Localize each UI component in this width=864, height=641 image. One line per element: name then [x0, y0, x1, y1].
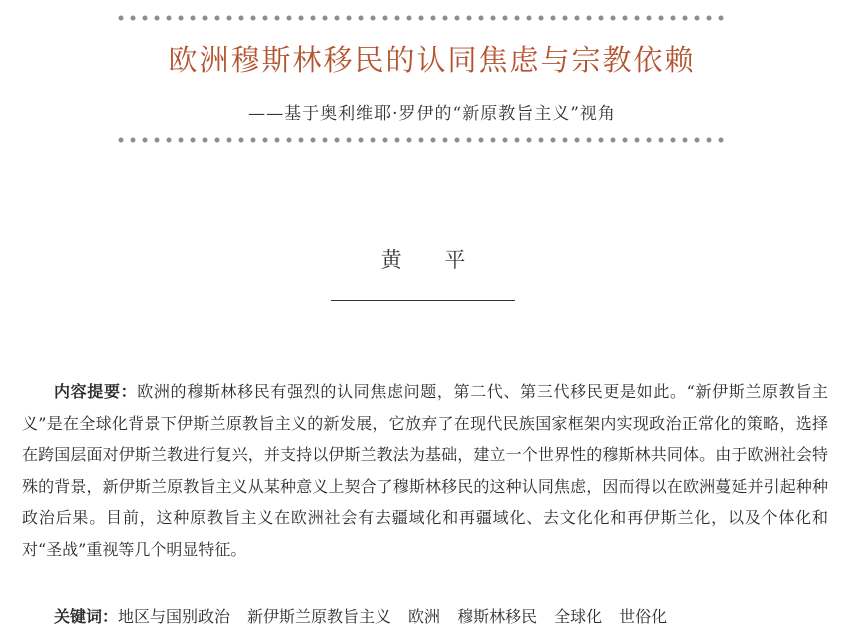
keyword: 穆斯林移民 [457, 607, 538, 626]
author-underline [331, 300, 515, 301]
article-title: 欧洲穆斯林移民的认同焦虑与宗教依赖 [168, 43, 696, 77]
keywords-label: 关键词： [54, 607, 119, 626]
abstract-paragraph [22, 376, 828, 565]
keyword: 新伊斯兰原教旨主义 [247, 607, 392, 626]
author-name: 黄 平 [380, 248, 484, 272]
abstract-text: 欧洲的穆斯林移民有强烈的认同焦虑问题，第二代、第三代移民更是如此。“新伊斯兰原教旨主义”是在全球化背景下伊斯兰原教旨主义的新发展，它放弃了在现代民族国家框架内实现政治正常化的策略，选择在跨国层面对伊斯兰教进行复兴，并支持以伊斯兰教法为基础，建立一个世界性的穆斯林共同体。由于欧洲社会特殊的背景，新伊斯兰原教旨主义从某种意义上契合了穆斯林移民的这种认同焦虑，因而得以在欧洲蔓延并引起种种政治后果。目前，这种原教旨主义在欧洲社会有去疆域化和再疆域化、去文化化和再伊斯兰化，以及个体化和对“圣战”重视等几个明显特征。 [22, 382, 828, 559]
keyword: 全球化 [554, 607, 603, 626]
abstract-label: 内容提要： [54, 382, 138, 401]
article-subtitle: ——基于奥利维耶·罗伊的“新原教旨主义”视角 [248, 104, 616, 124]
top-dotted-divider [115, 15, 727, 21]
keyword: 欧洲 [408, 607, 441, 626]
bottom-dotted-divider [115, 137, 727, 143]
keyword: 世俗化 [619, 607, 668, 626]
keywords-line [54, 601, 844, 633]
keyword: 地区与国别政治 [118, 607, 231, 626]
